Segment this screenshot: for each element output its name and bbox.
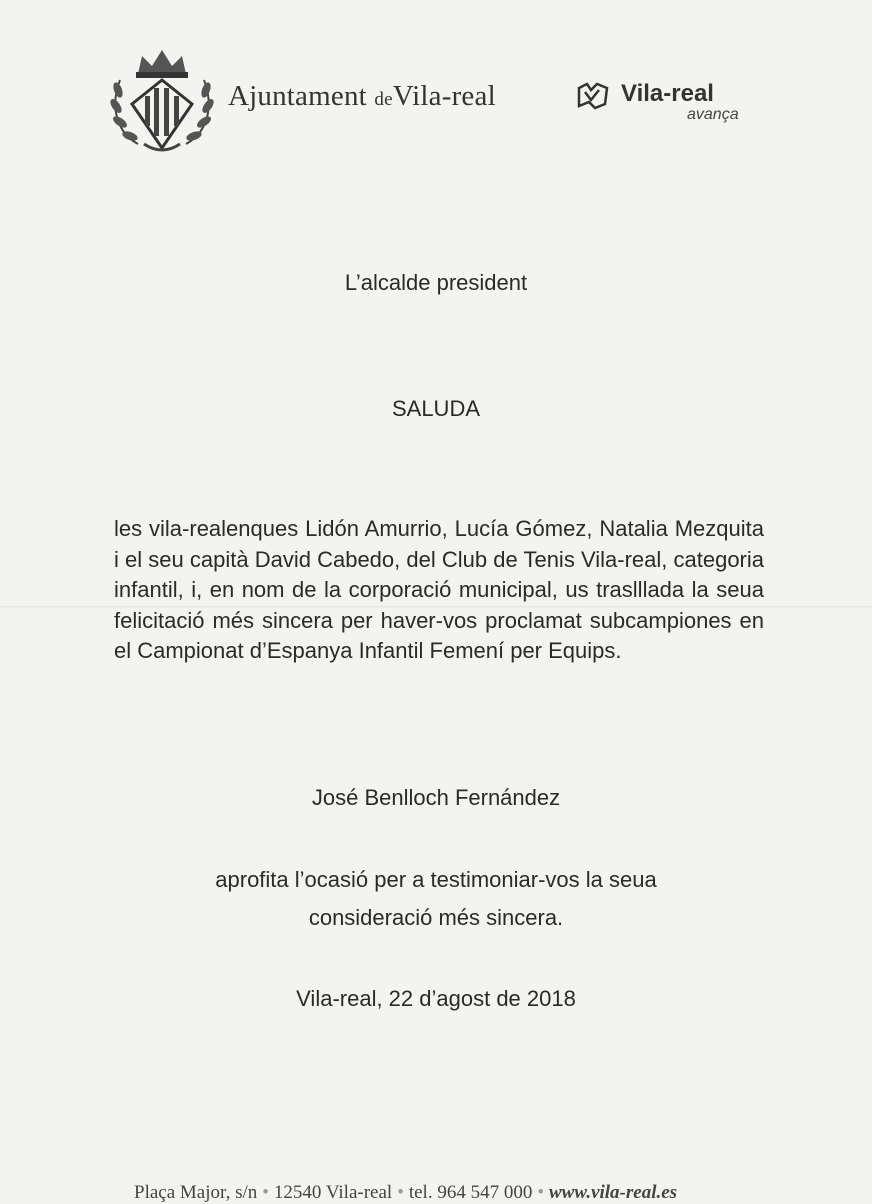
institution-main: Ajuntament (228, 80, 367, 112)
footer-website-link[interactable]: www.vila-real.es (549, 1182, 678, 1203)
letter-greeting: SALUDA (391, 396, 481, 421)
coat-of-arms-icon (108, 44, 216, 156)
institution-de: de (374, 89, 393, 110)
brand-tagline: avança (687, 106, 739, 123)
letter-body: les vila-realenques Lidón Amurrio, Lucía Gómez, Natalia Mezquita i el seu capità David Cabedo, del Club de Tenis Vila-real, categoria infantil, i, en nom de la corporació municipal, us traslllada la seua felicitació més sincera per haver-vos proclamat subcampiones en el Campionat d’Espanya Infantil Femení per Equips. (114, 516, 764, 663)
letter-closing-line-2: consideració més sincera. (308, 905, 564, 930)
footer-postal: 12540 Vila-real (273, 1182, 393, 1203)
institution-place: Vila-real (392, 80, 496, 112)
vila-real-brand-logo (575, 78, 750, 130)
footer-phone: tel. 964 547 000 (408, 1182, 533, 1203)
letter-date: Vila-real, 22 d’agost de 2018 (296, 986, 576, 1011)
letterhead (0, 0, 872, 170)
letter-sender: L’alcalde president (344, 270, 528, 295)
letter-footer (134, 1182, 677, 1204)
footer-address: Plaça Major, s/n (134, 1182, 258, 1203)
letter-signatory: José Benlloch Fernández (311, 785, 561, 810)
footer-separator: • (397, 1182, 404, 1203)
brand-name: Vila-real (621, 80, 714, 107)
vila-real-logo-icon (575, 82, 611, 110)
footer-separator: • (537, 1182, 544, 1203)
footer-separator: • (262, 1182, 269, 1203)
institution-name (228, 80, 496, 113)
letter-closing-line-1: aprofita l’ocasió per a testimoniar-vos la seua (215, 867, 657, 892)
